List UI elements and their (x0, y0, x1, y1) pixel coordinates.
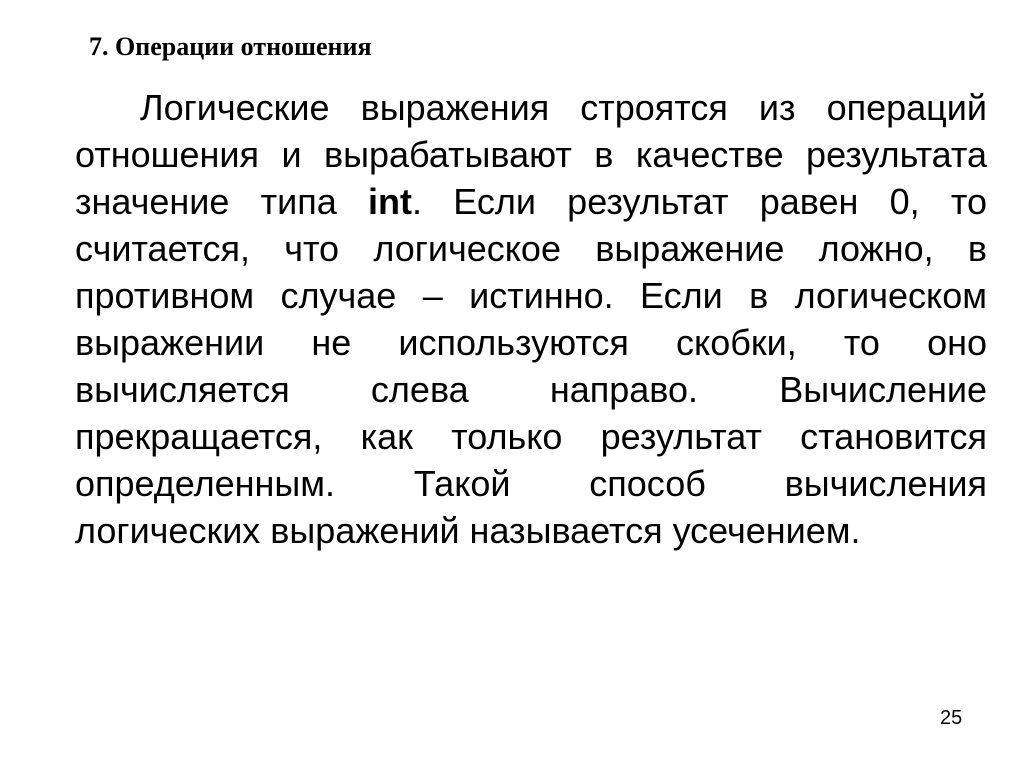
paragraph-line (75, 178, 987, 225)
paragraph-line: определенным. Такой способ вычисления (75, 463, 987, 504)
paragraph-line: Логические выражения строятся из операций (140, 87, 987, 128)
section-heading: 7. Операции отношения (89, 32, 372, 61)
paragraph-line: противном случае – истинно. Если в логическом (75, 275, 987, 316)
paragraph-line: вычисляется слева направо. Вычисление (75, 369, 987, 410)
paragraph-line: логических выражений называется усечением. (75, 510, 861, 551)
body-paragraph (75, 84, 987, 554)
paragraph-line: прекращается, как только результат становится (75, 416, 987, 457)
paragraph-line: отношения и вырабатывают в качестве результата (75, 134, 987, 175)
keyword-int: int (368, 181, 412, 222)
paragraph-line: выражении не используются скобки, то оно (75, 322, 987, 363)
page-number: 25 (940, 707, 963, 729)
paragraph-text: значение типа (75, 181, 337, 222)
paragraph-text: . Если результат равен 0, то (411, 181, 987, 222)
paragraph-line: считается, что логическое выражение ложно, в (75, 228, 987, 269)
